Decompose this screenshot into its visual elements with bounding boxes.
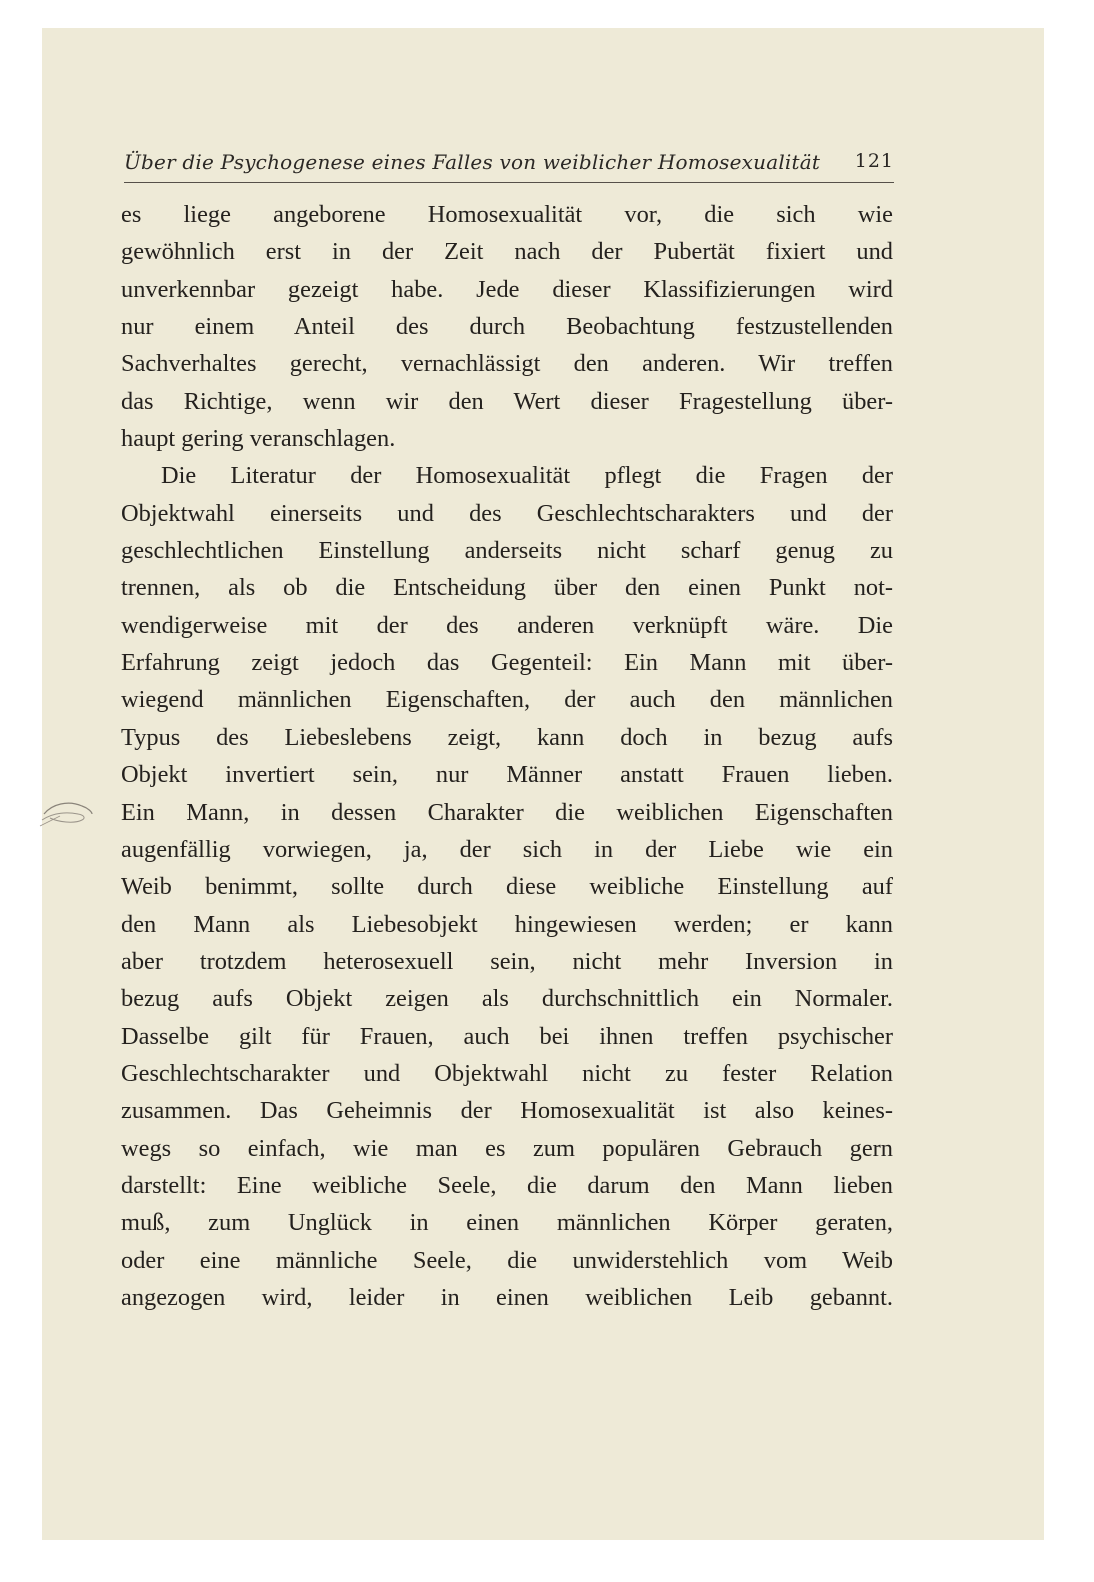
text-line: nur einem Anteil des durch Beobachtung festzustellenden bbox=[121, 313, 893, 341]
text-line: unverkennbar gezeigt habe. Jede dieser Klassifizierungen wird bbox=[121, 275, 893, 303]
body-text bbox=[121, 196, 893, 1316]
text-line: wendigerweise mit der des anderen verknüpft wäre. Die bbox=[121, 611, 893, 639]
text-line: aber trotzdem heterosexuell sein, nicht mehr Inversion in bbox=[121, 947, 893, 975]
paragraph-start-line: Die Literatur der Homosexualität pflegt die Fragen der bbox=[161, 462, 893, 490]
text-line: Sachverhaltes gerecht, vernachlässigt den anderen. Wir treffen bbox=[121, 350, 893, 378]
text-line: Geschlechtscharakter und Objektwahl nicht zu fester Relation bbox=[121, 1059, 893, 1087]
text-line: Ein Mann, in dessen Charakter die weiblichen Eigenschaften bbox=[121, 798, 893, 826]
text-line: Typus des Liebeslebens zeigt, kann doch in bezug aufs bbox=[121, 723, 893, 751]
text-line: haupt gering veranschlagen. bbox=[121, 425, 396, 453]
text-line: wiegend männlichen Eigenschaften, der auch den männlichen bbox=[121, 686, 893, 714]
running-title: Über die Psychogenese eines Falles von weiblicher Homosexualität bbox=[124, 150, 821, 174]
text-line: angezogen wird, leider in einen weiblichen Leib gebannt. bbox=[121, 1283, 893, 1311]
text-line: augenfällig vorwiegen, ja, der sich in der Liebe wie ein bbox=[121, 835, 893, 863]
margin-pencil-mark-icon bbox=[38, 792, 98, 832]
text-line: es liege angeborene Homosexualität vor, die sich wie bbox=[121, 201, 893, 228]
text-line: wegs so einfach, wie man es zum populären Gebrauch gern bbox=[121, 1134, 893, 1162]
text-line: Erfahrung zeigt jedoch das Gegenteil: Ein Mann mit über- bbox=[121, 649, 893, 677]
text-line: darstellt: Eine weibliche Seele, die darum den Mann lieben bbox=[121, 1171, 893, 1199]
text-line: Dasselbe gilt für Frauen, auch bei ihnen treffen psychischer bbox=[121, 1022, 893, 1050]
text-line: oder eine männliche Seele, die unwiderstehlich vom Weib bbox=[121, 1246, 893, 1274]
text-line: das Richtige, wenn wir den Wert dieser Fragestellung über- bbox=[121, 387, 893, 415]
text-line: gewöhnlich erst in der Zeit nach der Pubertät fixiert und bbox=[121, 238, 893, 266]
text-line: Objektwahl einerseits und des Geschlechtscharakters und der bbox=[121, 499, 893, 527]
text-line: Weib benimmt, sollte durch diese weibliche Einstellung auf bbox=[121, 873, 893, 901]
page-number: 121 bbox=[854, 150, 894, 172]
text-line: zusammen. Das Geheimnis der Homosexualität ist also keines- bbox=[121, 1097, 893, 1125]
text-line: den Mann als Liebesobjekt hingewiesen werden; er kann bbox=[121, 910, 893, 938]
text-line: muß, zum Unglück in einen männlichen Körper geraten, bbox=[121, 1209, 893, 1237]
text-line: bezug aufs Objekt zeigen als durchschnittlich ein Normaler. bbox=[121, 985, 893, 1013]
text-line: trennen, als ob die Entscheidung über den einen Punkt not- bbox=[121, 574, 893, 602]
running-header bbox=[124, 146, 894, 183]
text-line: geschlechtlichen Einstellung anderseits nicht scharf genug zu bbox=[121, 537, 893, 565]
text-line: Objekt invertiert sein, nur Männer anstatt Frauen lieben. bbox=[121, 761, 893, 789]
